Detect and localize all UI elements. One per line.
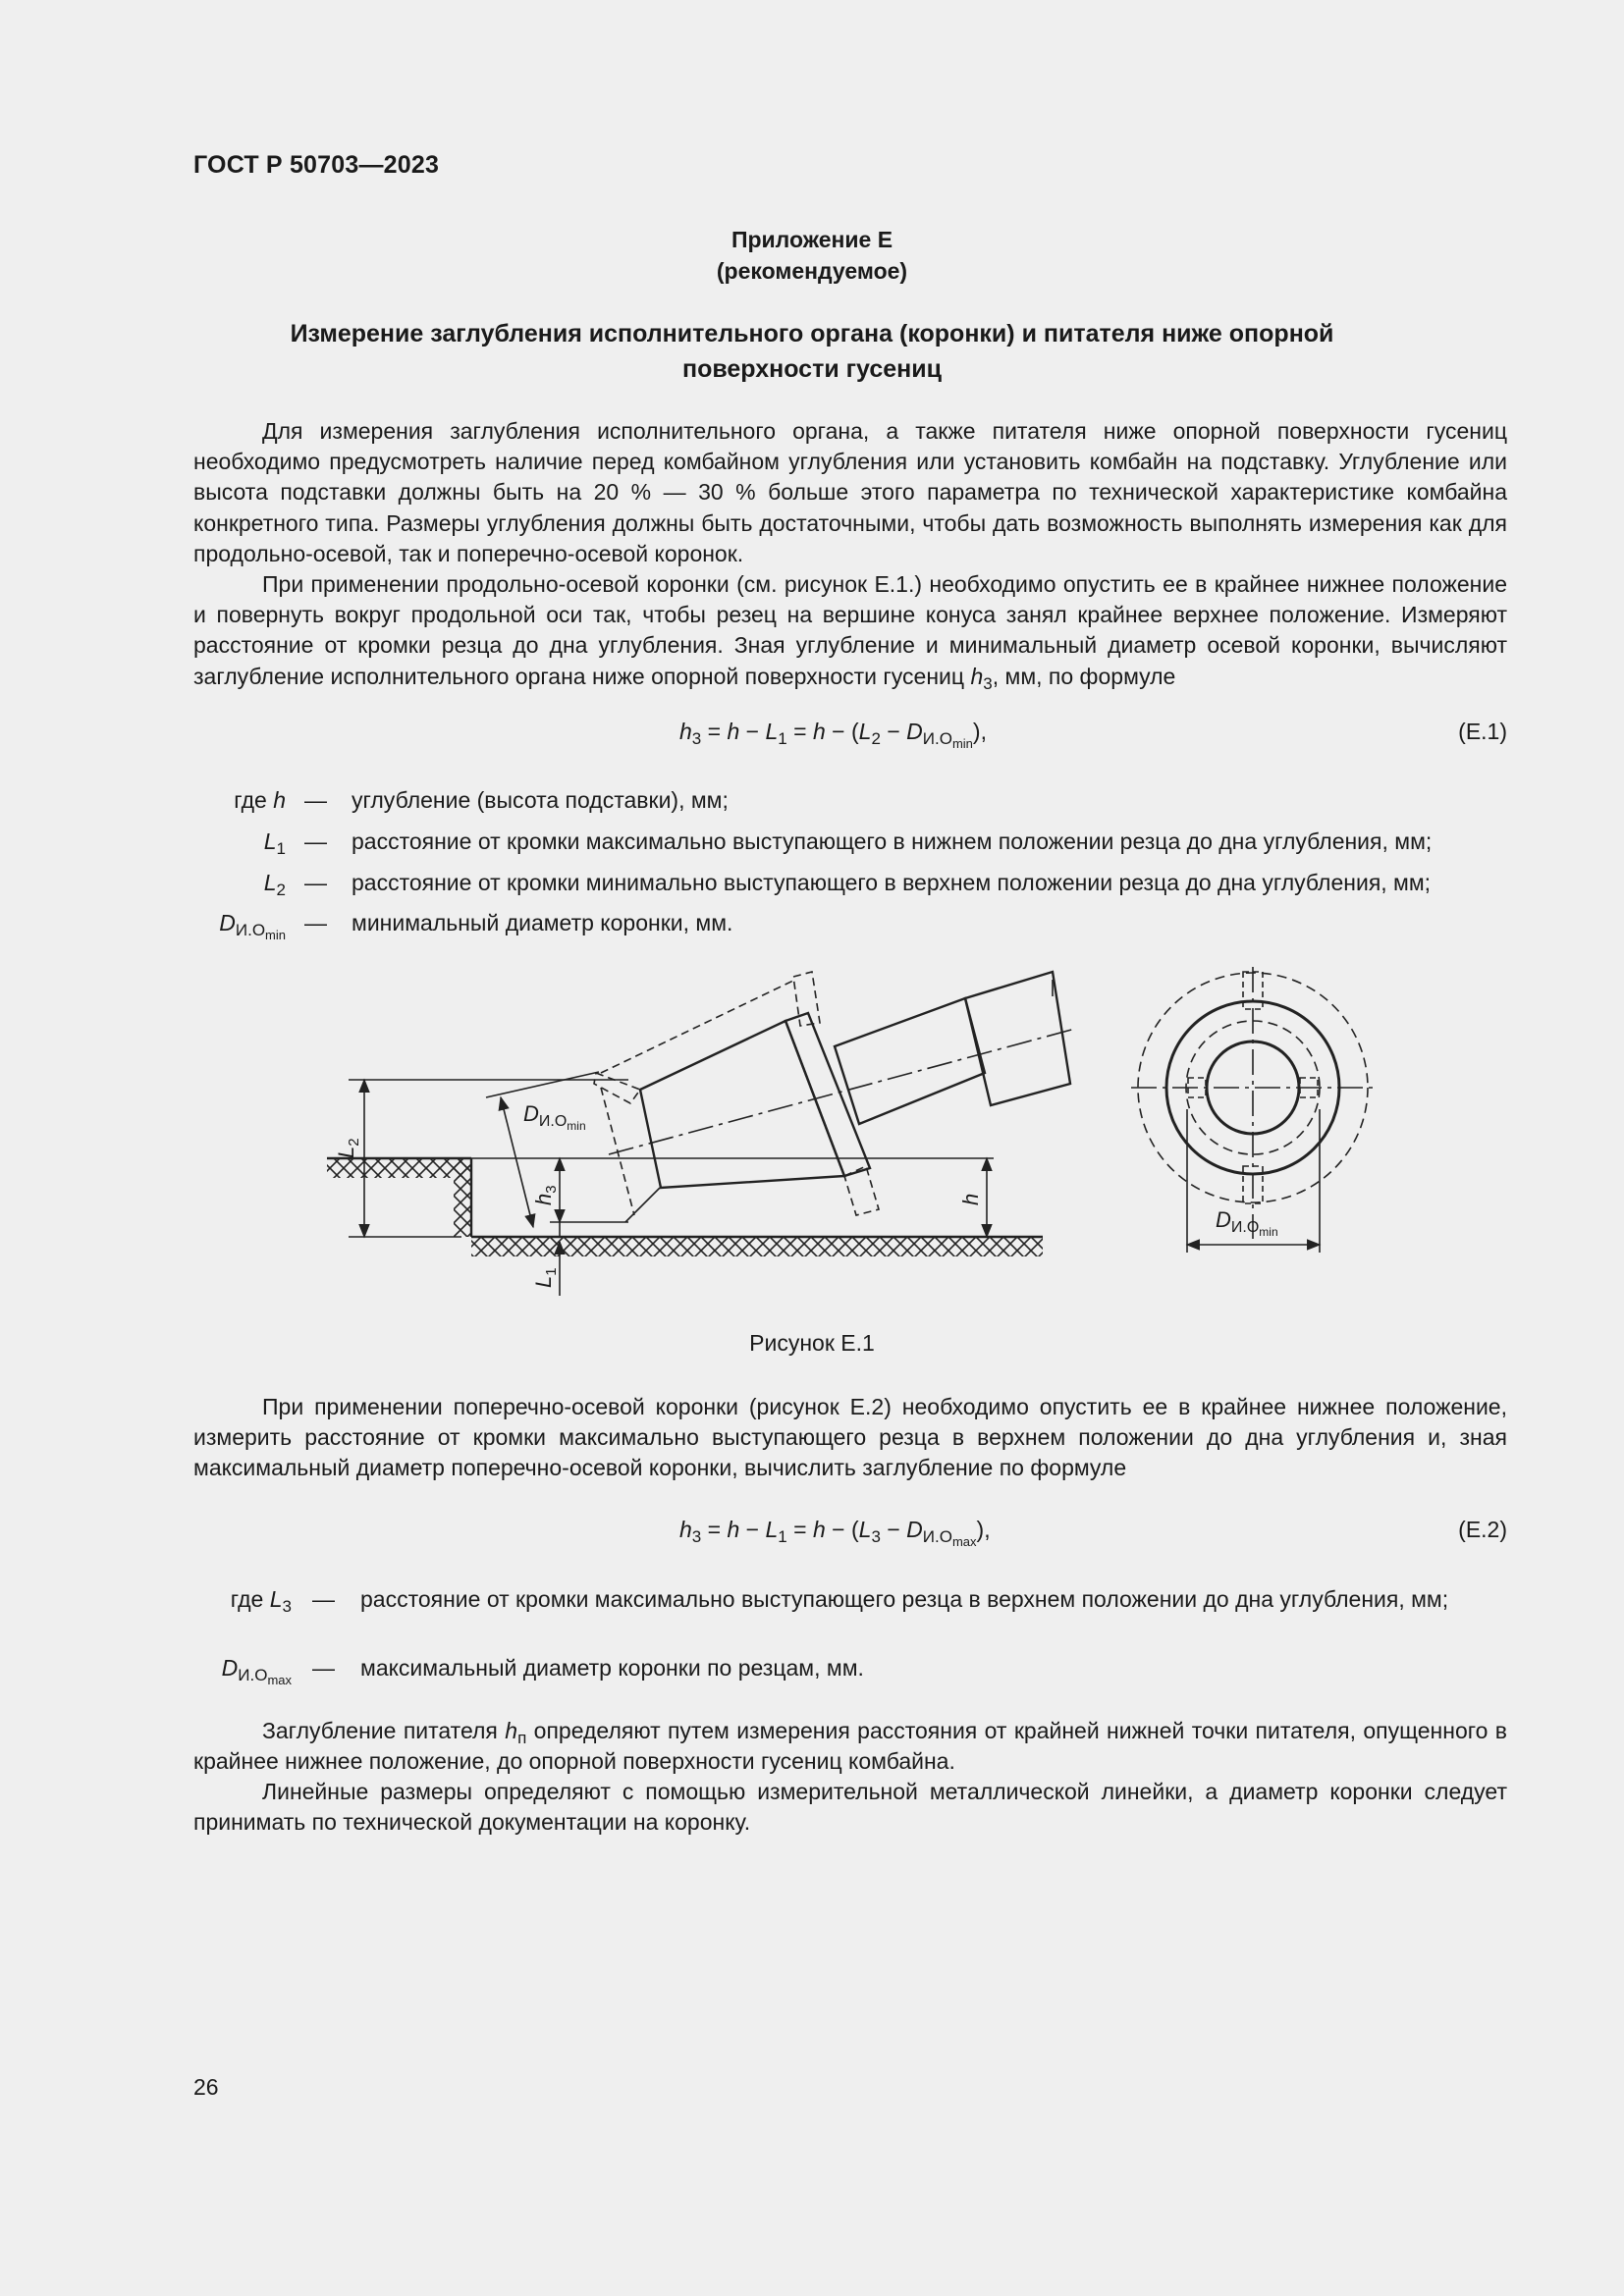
def2-D-sub: И.О xyxy=(238,1666,268,1684)
figure-caption: Рисунок Е.1 xyxy=(749,1330,875,1356)
def2-L3-text: расстояние от кромки максимально выступающего резца в верхнем положении до дна углубления, мм; xyxy=(360,1586,1449,1612)
def-L1-sub: 1 xyxy=(276,839,286,858)
f2-D: D xyxy=(906,1517,923,1542)
label-h: h xyxy=(958,1193,983,1205)
def-L2-text: расстояние от кромки минимально выступающего в верхнем положении резца до дна углубления, мм; xyxy=(352,870,1432,895)
def2-D-sym: D xyxy=(221,1655,239,1681)
appendix-subtitle: (рекомендуемое) xyxy=(716,258,908,284)
f1-L1: L xyxy=(765,719,779,744)
def-L1-sym: L xyxy=(263,828,277,854)
def2-D-subsub: max xyxy=(267,1673,292,1687)
paragraph-4-start: Заглубление питателя xyxy=(262,1718,498,1743)
boom-axis xyxy=(609,1029,1075,1154)
f1-D: D xyxy=(906,719,923,744)
paragraph-2-tail: , мм, по формуле xyxy=(992,663,1176,689)
def-h-dash: — xyxy=(304,787,327,813)
cutter-bottom-dashed xyxy=(844,1166,879,1215)
def2-D-dash: — xyxy=(312,1655,335,1681)
cone-tip-lower xyxy=(625,1188,660,1222)
label-Dmin-right: $D_{И.О}\min$ xyxy=(1216,1207,1278,1239)
f2-minus3: − xyxy=(887,1517,900,1542)
def-D-sub: И.О xyxy=(235,921,266,939)
def-L1-dash: — xyxy=(304,828,327,854)
def-L1-text: расстояние от кромки максимально выступающего в нижнем положении резца до дна углубления, мм; xyxy=(352,828,1433,854)
f1-eq1: = xyxy=(707,719,722,744)
f2-L1: L xyxy=(765,1517,779,1542)
f1-minus2: − xyxy=(832,719,845,744)
paragraph-3: При применении поперечно-осевой коронки (рисунок Е.2) необходимо опустить ее в крайнее нижнее положение, измерить расстояние от кромки максимально выступающего резца в верхнем положении до дна углубления и, зная максимальный диаметр поперечно-осевой коронки, вычислить заглубление по формуле xyxy=(193,1394,1507,1481)
f1-L2: L xyxy=(858,719,872,744)
f1-minus3: − xyxy=(887,719,900,744)
def-D-subsub: min xyxy=(265,928,286,942)
cone-envelope-left xyxy=(601,1088,634,1215)
f2-h3-sub: 3 xyxy=(691,1527,702,1546)
f1-rparen: ) xyxy=(972,719,981,744)
f2-L1-sub: 1 xyxy=(778,1527,787,1546)
f2-D-sub: И.О xyxy=(922,1527,952,1546)
f1-comma: , xyxy=(980,719,987,744)
cone-envelope-top xyxy=(601,980,795,1073)
def2-where: где xyxy=(230,1586,264,1612)
f1-L2-sub: 2 xyxy=(871,729,881,748)
cone-crown xyxy=(640,1021,844,1188)
symbol-h3-sub: 3 xyxy=(983,673,993,693)
boom-shaft xyxy=(835,998,985,1124)
f2-h: h xyxy=(727,1517,740,1542)
def2-D-symbol xyxy=(193,1653,292,1687)
f1-h3: h xyxy=(679,719,692,744)
paragraph-5: Линейные размеры определяют с помощью измерительной металлической линейки, а диаметр коронки следует принимать по технической документации на коронку. xyxy=(193,1779,1507,1836)
label-L2: $L_2$ xyxy=(334,1138,362,1158)
f2-rparen: ) xyxy=(976,1517,985,1542)
f2-D-subsub: max xyxy=(951,1534,977,1549)
page-number: 26 xyxy=(193,2074,219,2100)
def2-L3-sub: 3 xyxy=(282,1597,292,1616)
def2-D-text: максимальный диаметр коронки по резцам, мм. xyxy=(360,1655,864,1681)
f2-lparen: ( xyxy=(851,1517,859,1542)
f1-h3-sub: 3 xyxy=(691,729,702,748)
f1-lparen: ( xyxy=(851,719,859,744)
def-D-dash: — xyxy=(304,910,327,935)
label-L1: $L_1$ xyxy=(531,1267,560,1288)
Dmin-ext xyxy=(486,1072,599,1097)
label-h3: $h_3$ xyxy=(531,1185,560,1205)
f2-h3: h xyxy=(679,1517,692,1542)
formula-e1-number: (Е.1) xyxy=(1458,719,1507,744)
def2-L3-symbol xyxy=(193,1584,292,1615)
pit-bottom-hatch xyxy=(471,1237,1043,1256)
f1-L1-sub: 1 xyxy=(778,729,787,748)
def-where: где xyxy=(234,787,267,813)
f1-h-b: h xyxy=(812,719,826,744)
f1-D-subsub: min xyxy=(951,736,973,751)
paragraph-4 xyxy=(193,1716,1507,1777)
f2-L3-sub: 3 xyxy=(871,1527,881,1546)
paragraph-4-rest: определяют путем измерения расстояния от крайней нижней точки питателя, опущенного в крайнее нижнее положение, до опорной поверхности гусениц комбайна. xyxy=(193,1718,1508,1775)
boom-head xyxy=(965,972,1070,1105)
formula-e2-expression xyxy=(679,1517,991,1549)
def-L2-sym: L xyxy=(263,870,277,895)
paragraph-2-text: При применении продольно-осевой коронки (см. рисунок Е.1.) необходимо опустить ее в крайнее нижнее положение и повернуть вокруг продольной оси так, чтобы резец на вершине конуса занял крайнее верхнее положение. Измеряют расстояние от кромки резца до дна углубления. Зная углубление и минимальный диаметр осевой коронки, вычисляют заглубление исполнительного органа ниже опорной поверхности гусениц xyxy=(193,571,1507,689)
f2-L3: L xyxy=(858,1517,872,1542)
def-h-text: углубление (высота подставки), мм; xyxy=(352,787,729,813)
formula-e2-number: (Е.2) xyxy=(1458,1517,1507,1542)
f1-D-sub: И.О xyxy=(922,729,952,748)
f2-minus2: − xyxy=(832,1517,845,1542)
f2-minus1: − xyxy=(745,1517,760,1542)
paragraph-1: Для измерения заглубления исполнительного органа, а также питателя ниже опорной поверхности гусениц необходимо предусмотреть наличие перед комбайном углубления или установить комбайн на подставку. Углубление или высота подставки должны быть на 20 % — 30 % больше этого параметра по технической характеристике комбайна конкретного типа. Размеры углубления должны быть достаточными, чтобы дать возможность выполнять измерения как для продольно-осевой, так и поперечно-осевой коронок. xyxy=(193,418,1507,566)
def2-L3-dash: — xyxy=(312,1586,335,1612)
f1-minus1: − xyxy=(745,719,760,744)
f1-eq2: = xyxy=(793,719,807,744)
f1-h: h xyxy=(727,719,740,744)
label-Dmin: $D_{И.О}\min$ xyxy=(523,1101,586,1133)
f2-eq2: = xyxy=(793,1517,807,1542)
symbol-h3: h xyxy=(970,663,984,689)
def-D-sym: D xyxy=(219,910,236,935)
def-L2-sub: 2 xyxy=(276,881,286,899)
f2-eq1: = xyxy=(707,1517,722,1542)
def-D-text: минимальный диаметр коронки, мм. xyxy=(352,910,733,935)
appendix-title: Приложение Е xyxy=(731,227,893,252)
document-header: ГОСТ Р 50703—2023 xyxy=(193,151,440,179)
symbol-hp: h xyxy=(505,1718,518,1743)
pit-wall-hatch xyxy=(454,1158,471,1237)
def-L2-dash: — xyxy=(304,870,327,895)
def-h-sym: h xyxy=(273,787,286,813)
section-title: Измерение заглубления исполнительного органа (коронки) и питателя ниже опорной поверхности гусениц xyxy=(290,320,1334,383)
symbol-hp-sub: п xyxy=(517,1729,527,1747)
def2-L3-sym: L xyxy=(269,1586,283,1612)
f2-comma: , xyxy=(984,1517,991,1542)
ground-upper-hatch xyxy=(327,1158,471,1178)
f2-h-b: h xyxy=(812,1517,826,1542)
